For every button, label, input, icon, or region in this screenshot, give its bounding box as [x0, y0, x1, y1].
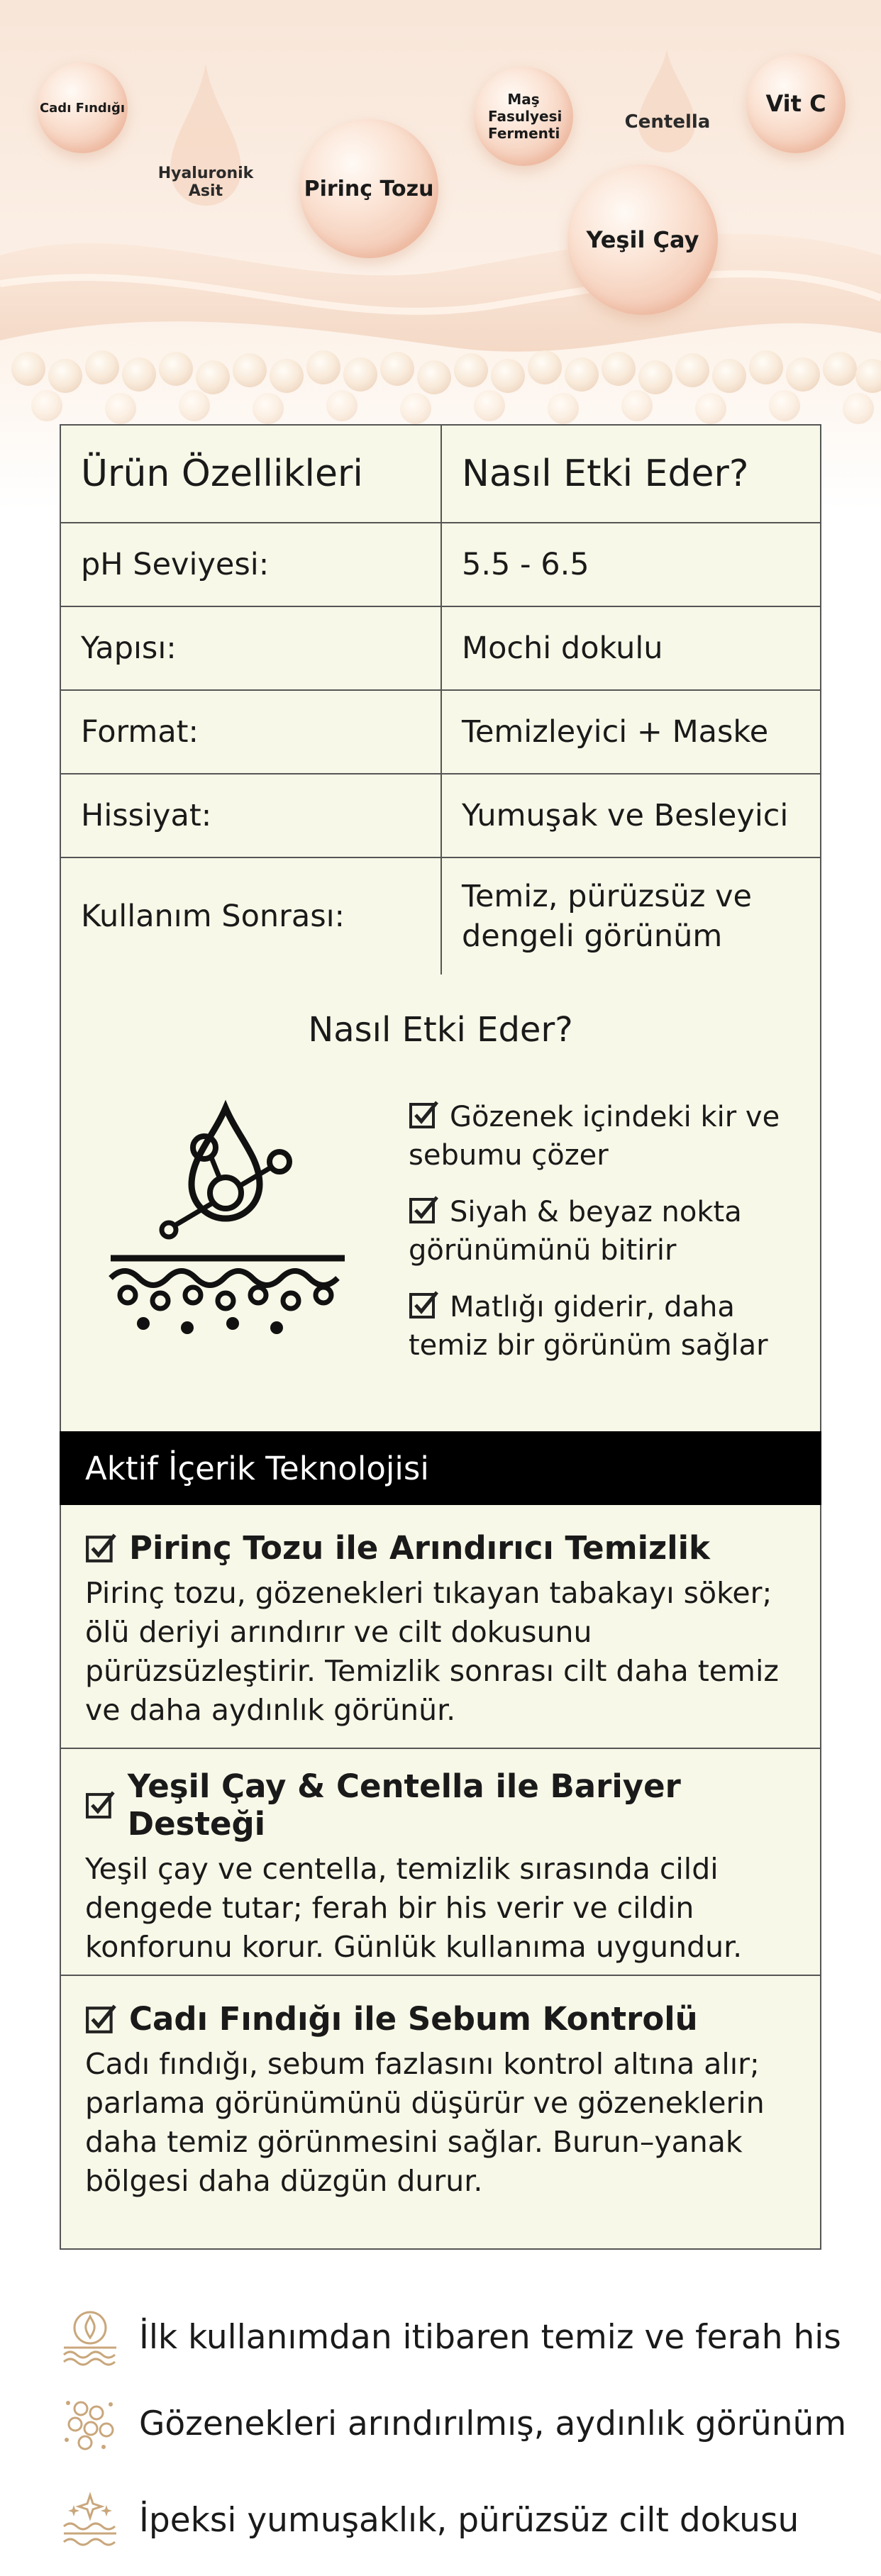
how-it-works-item: Siyah & beyaz nokta görünümünü bitirir	[409, 1196, 742, 1267]
spec-table	[60, 424, 821, 976]
skin-pore-droplet-icon	[104, 1095, 352, 1343]
spec-value: Temiz, pürüzsüz ve dengeli görünüm	[440, 858, 820, 975]
spec-label: Yapısı:	[81, 631, 177, 666]
spec-row-after-use	[61, 857, 820, 975]
molecule-cluster-icon	[60, 2393, 121, 2454]
checkbox-icon	[409, 1194, 440, 1226]
checkbox-icon	[85, 1532, 118, 1565]
spec-table-header	[61, 426, 820, 522]
ingredient-bubble-yesil-cay: Yeşil Çay	[567, 165, 718, 315]
ingredient-bubble-pirinc-tozu: Pirinç Tozu	[299, 119, 438, 258]
checkbox-icon	[85, 2003, 118, 2036]
how-it-works-item: Gözenek içindeki kir ve sebumu çözer	[409, 1101, 780, 1172]
centella-drop-icon	[638, 50, 695, 152]
benefit-item	[60, 2392, 846, 2455]
skin-layer-icon	[60, 2306, 121, 2367]
spec-header-effect: Nasıl Etki Eder?	[440, 426, 820, 522]
spec-label: Kullanım Sonrası:	[81, 899, 345, 934]
benefit-text: İlk kullanımdan itibaren temiz ve ferah his	[139, 2317, 841, 2357]
spec-label: Format:	[81, 714, 199, 750]
feature-title: Yeşil Çay & Centella ile Bariyer Desteği	[85, 1767, 796, 1843]
active-tech-title: Aktif İçerik Teknolojisi	[85, 1449, 429, 1487]
benefit-text: İpeksi yumuşaklık, pürüzsüz cilt dokusu	[139, 2500, 799, 2540]
spec-row-format	[61, 689, 820, 773]
benefit-text: Gözenekleri arındırılmış, aydınlık görünüm	[139, 2404, 847, 2443]
feature-title: Cadı Fındığı ile Sebum Kontrolü	[85, 2000, 796, 2038]
ingredient-label-hyaluronik: Hyaluronik Asit	[157, 165, 254, 201]
feature-witch-hazel	[60, 1976, 821, 2250]
spec-label: Hissiyat:	[81, 798, 212, 833]
checkbox-icon	[409, 1099, 440, 1131]
how-it-works-item: Matlığı giderir, daha temiz bir görünüm sağlar	[409, 1291, 768, 1362]
feature-body: Pirinç tozu, gözenekleri tıkayan tabakayı söker; ölü deriyi arındırır ve cilt dokusunu pürüzsüzleştirir. Temizlik sonrası cilt daha temiz ve daha aydınlık görünür.	[85, 1576, 779, 1727]
ingredient-bubble-vit-c: Vit C	[746, 54, 846, 153]
spec-value: 5.5 - 6.5	[440, 523, 820, 606]
feature-body: Yeşil çay ve centella, temizlik sırasında cildi dengede tutar; ferah bir his verir ve cildin konforunu korur. Günlük kullanıma uygundur.	[85, 1852, 743, 1964]
how-it-works-title: Nasıl Etki Eder?	[308, 1010, 573, 1050]
feature-rice-powder	[60, 1505, 821, 1749]
how-it-works-section	[60, 975, 821, 1431]
feature-green-tea-centella	[60, 1749, 821, 1976]
benefit-item	[60, 2488, 799, 2552]
feature-title: Pirinç Tozu ile Arındırıcı Temizlik	[85, 1529, 796, 1567]
spec-value: Temizleyici + Maske	[440, 691, 820, 773]
checkbox-icon	[409, 1289, 440, 1321]
spec-row-feel	[61, 773, 820, 857]
spec-row-ph	[61, 522, 820, 606]
spec-value: Yumuşak ve Besleyici	[440, 775, 820, 857]
how-it-works-list	[409, 1098, 806, 1383]
spec-value: Mochi dokulu	[440, 607, 820, 689]
ingredient-bubble-mas-fasulyesi: Maş Fasulyesi Fermenti	[474, 67, 573, 166]
spec-row-texture	[61, 606, 820, 689]
active-tech-title-bar	[60, 1431, 821, 1505]
feature-body: Cadı fındığı, sebum fazlasını kontrol altına alır; parlama görünümünü düşürür ve gözeneklerin daha temiz görünmesini sağlar. Burun–yanak bölgesi daha düzgün durur.	[85, 2047, 765, 2198]
checkbox-icon	[85, 1789, 116, 1821]
spec-label: pH Seviyesi:	[81, 547, 270, 582]
benefit-item	[60, 2305, 841, 2369]
ingredient-label-centella: Centella	[624, 111, 711, 133]
spec-header-features: Ürün Özellikleri	[81, 453, 363, 495]
ingredient-bubble-cadi-findigi: Cadı Fındığı	[37, 62, 128, 153]
sparkle-skin-icon	[60, 2489, 121, 2550]
